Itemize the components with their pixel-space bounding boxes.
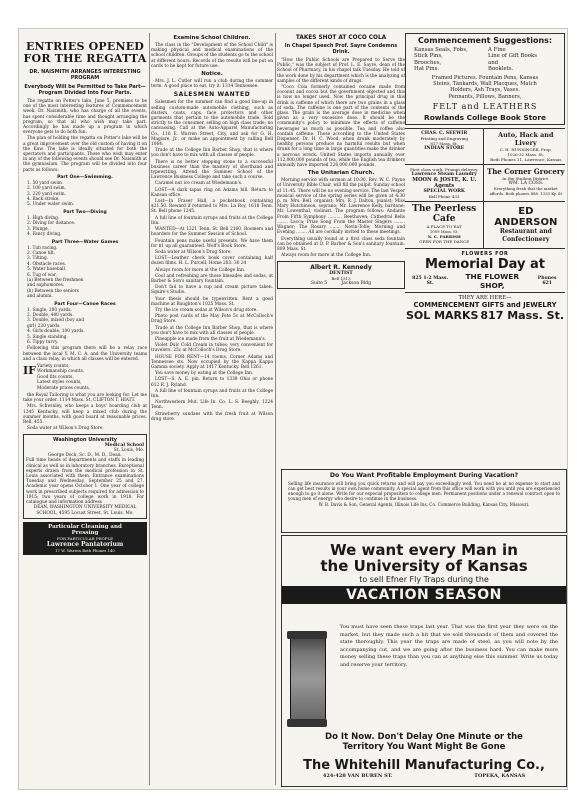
classified-item: Strawberry sundaes with the fresh fruit at Wilson drug store. bbox=[151, 411, 273, 422]
list-item: Variety counts, bbox=[37, 364, 70, 370]
coco-headline: TAKES SHOT AT COCO COLA bbox=[295, 35, 387, 41]
classified-item: A full line of fountain syrups and fruits at the College Inn. bbox=[151, 215, 273, 226]
list-item: and bbox=[488, 59, 499, 66]
list-item: Booklets. bbox=[488, 66, 514, 73]
laundry-ad bbox=[405, 165, 484, 201]
uni-line-1: We want every Man in bbox=[330, 541, 518, 559]
classified-item: Soda water at Wilson's Drug Store. bbox=[155, 249, 232, 255]
regatta-body-2: The plan of holding the regatta on Potter's lake will be a great improvement over the old custom of having it on the Kaw. The lake is ideally situated for both the spectators and participants. Those who wish may enter in any of the following events should see Dr. Naismith at the gymnasium. The program will be divided into four parts as follows: bbox=[23, 136, 147, 173]
kennedy-phone: Bell 1513 bbox=[331, 276, 351, 282]
kennedy-address: Suite 5 Jackson Bldg bbox=[310, 281, 372, 287]
laundry-special: SPECIAL WORK bbox=[423, 189, 465, 195]
do-it-now: Do It Now. Don't Delay One Minute or the bbox=[325, 732, 523, 742]
felt-leathers: FELT and LEATHERS bbox=[432, 102, 538, 112]
sol-marks-ad bbox=[405, 293, 565, 324]
list-item: girl) 220 yards. bbox=[27, 323, 61, 329]
part-three-list bbox=[27, 246, 147, 300]
pant-line: FOR PARTICULAR PEOPLE bbox=[56, 535, 114, 541]
laundry-agents: MOON & JOSTE, K. U. Agents bbox=[412, 177, 477, 190]
church-paragraph: Morning service with sermon at 10:30, Rev. W. C. Payne of University Bible Chair, will fill the pulpit. Sunday school at 11:45. There will be no evening service. The last Vesper musical service of the spring series will be given at 4:30 p. m. Mrs. Bell, organist; Mrs. R. J. Dalton, pianist; Miss Mary Hutchinson, soprano; Mr. Lawrence Kelly, baritone; Mr. Lowenthal, violinist. The program follows: Andante From Fifth Symphony .......... Beethoven; Cathedral Bells ........ Lacca; Prize Song From the Master Singers ........ Wagner; The Rosary ........ Nevin-Tolle; Morning and Evening ........ All are cordially invited to these meetings. bbox=[277, 178, 405, 236]
list-item: Kansas Seals, Fobs, bbox=[414, 47, 468, 53]
sol-marks-address: 817 Mass. St. bbox=[480, 309, 565, 323]
list-item: 5. Under water swim. bbox=[27, 202, 75, 208]
salesmen-body: Salesmen for the summer can find a good line-up in selling custom-made automobile clothing, such as dusters, coats, caps, face protectors and other garments that pertain to the automobile trade. Sold strictly to the consumer, selling on high class trade; no canvassing. Call at the Auto-Apparel Manufacturing Co., 116 E. Warren Street, City, and ask for G. H. Magiare, Jr., or make an appointment by calling Bell 1064. bbox=[151, 100, 273, 148]
classified-item: Your thesis should be typewritten. Rent a good machine at Baughton's 1025 Mass. St. bbox=[151, 296, 273, 307]
seewir-name: CHAS. C. SEEWIR bbox=[421, 131, 468, 137]
employment-ad bbox=[281, 469, 567, 533]
flower-phone: Phones 621 bbox=[537, 276, 557, 287]
commencement-gifts: COMMENCEMENT GIFTS and JEWELRY bbox=[413, 301, 557, 310]
fly-trap-ad bbox=[281, 535, 567, 787]
commencement-line: Holders, Ash Trays, Vases. bbox=[450, 87, 520, 94]
list-item: and sophomores. bbox=[27, 283, 65, 289]
pant-line: Lawrence Pantatorium bbox=[46, 540, 124, 548]
classified-item: Lost—In Fraser Hall, a pocketbook containing $21.50. Reward if returned to Mrs. La Roy, 1618 Tenn. St. Bell phone 1245. bbox=[151, 199, 273, 215]
list-item: and alumni. bbox=[27, 294, 53, 300]
flower-shop-ad bbox=[405, 249, 565, 293]
classified-item: LOST—Leather check book cover containing half dozen films. H. L. Purcell. Home 283. 30 24 bbox=[151, 256, 273, 267]
part-two-heading: Part Two—Diving bbox=[63, 209, 107, 215]
classified-item: LOST—A dark tapas ring on Adams hill. Return to Kansan office. bbox=[151, 187, 273, 198]
peerless-name: The Peerless Cafe bbox=[412, 204, 477, 225]
classified-item: Don't fail to have a cup and cream picture taken. Squire's Studio. bbox=[151, 285, 273, 296]
soda-fountain-paragraph: Everything usually found at a first class soda fountain can be obtained at O. P. Barber & Son's sanitary fountain. 809 Mass. St. bbox=[277, 236, 405, 252]
part-three-heading: Part Three—Water Games bbox=[51, 239, 119, 245]
commencement-line: Framed Pictures. Fountain Pens, Kansas bbox=[431, 74, 539, 81]
list-item: Workmanship counts, bbox=[37, 369, 85, 375]
coco-paragraph: "Coco Cola formerly contained cocaine made from coconut and cocoa but the government objected and this is now no longer used. Now the principal drug in this drink is caffeine of which there are two grains in a glass of soda. The caffeine is one part of the contents of the glass. The grain is the average dose in medicine when given as a very excessive dose. It should be the community's policy to minimize the effects of caffeine beverages as much as possible. Tea and coffee also contain caffeine. Those according to the United States Dispenser, Dr. H. C. Wood, when drunk moderately by healthy persons produce no harmful results but when drunk for a long time in large quantities make the drinker a nervous wreck. United States imports annually over 112,000,000 pounds of tea, while the English tea drinkers annually have imported 226,000,000 pounds. bbox=[277, 85, 405, 169]
notice-body: Mrs. J. L. Cutler will run a club during the summer term. A good place to eat, try it. 1314 Tennessee. bbox=[151, 79, 273, 90]
classified-item: Cool and refreshing are those limeades and sodas, at Barber & Son's sanitary fountain. bbox=[151, 273, 273, 284]
exam-body: The class in the "Development of the School Child" is making physical and medical examinations of the school children. Groups of the students go to the school at different hours. Records of the results will be put on cards to be kept for future use. bbox=[151, 43, 273, 69]
notice-heading: Notice. bbox=[201, 71, 223, 78]
rowlands-store: Rowlands College Book Store bbox=[424, 113, 546, 123]
if-heading: IF bbox=[23, 364, 36, 378]
list-item: 2. 100 yard swim. bbox=[27, 186, 66, 192]
territory-line: Territory You Want Might Be Gone bbox=[342, 742, 506, 752]
classified-item: There is no better stepping stone to a successful business career than the mastery of shorthand and typewriting. Attend the Summer School of the Lawrence Business College and take such a course. bbox=[151, 159, 273, 181]
laundry-name: Lawrence Steam Laundry bbox=[411, 172, 477, 178]
flowers-for: FLOWERS FOR bbox=[461, 251, 509, 258]
list-item: 2. Diving for distance. bbox=[27, 221, 76, 227]
column-rule bbox=[149, 33, 150, 785]
part-four-list bbox=[27, 308, 147, 346]
wash-sub: Medical School bbox=[104, 443, 144, 449]
column-rule bbox=[275, 33, 276, 785]
peerless-line: OPEN FOR THE DANCE bbox=[419, 239, 470, 245]
pant-line: Particular Cleaning and bbox=[48, 523, 122, 530]
whitehill-company: The Whitehill Manufacturing Co., bbox=[303, 758, 545, 773]
grocery-line: In the Student District. bbox=[502, 176, 550, 182]
livery-name: Auto, Hack and Livery bbox=[498, 131, 554, 148]
classified-item: You save money by eating at the College Inn. bbox=[155, 371, 254, 377]
kennedy-title: DENTIST bbox=[329, 271, 353, 277]
list-item: Stick Pins, bbox=[414, 53, 443, 60]
list-item: 4. Fancy diving. bbox=[27, 232, 62, 238]
regatta-lead: Everybody Will be Permitted to Take Part—Program Divided Into Four Parts. bbox=[24, 84, 146, 96]
list-item: 6. Tippy turvy. bbox=[27, 340, 59, 345]
part-four-heading: Part Four—Canoe Races bbox=[54, 301, 116, 307]
classified-item: Trade at the College Inn Barber Shop, that is where you don't have to mix with all classes of people. bbox=[151, 148, 273, 159]
newspaper-page bbox=[18, 28, 568, 790]
regatta-body-1: The regatta on Potter's lake, June 5, promises to be one of the most interesting features of Commencement week. Dr. Naismith, who has charge of all the events, has spent considerable time and thought arranging the program, so that all who wish may take part. Accordingly he has made up a program in which everyone gets to do both fun. bbox=[23, 99, 147, 136]
seewir-line: INDIAN STORE bbox=[424, 146, 465, 152]
memorial-day: Memorial Day at bbox=[424, 257, 545, 273]
coco-paragraph: "How the Public Schools are Prepared to Serve the Public," was the subject of Prof. L. E. Sayre, dean of the School of Pharmacy, in his chapel talk Tuesday. He told of the work done by his department which is the analyzing of samples of the different kinds of drugs. bbox=[277, 58, 405, 84]
list-item: Line of Gift Books bbox=[488, 53, 538, 60]
fly-trap-image bbox=[290, 636, 326, 722]
vacation-season: VACATION SEASON bbox=[282, 586, 566, 604]
church-heading: The Unitarian Church. bbox=[307, 170, 375, 177]
list-item: 5. Single standing. bbox=[27, 334, 68, 340]
commencement-line: Steins, Tankards, Wall Placques, Match bbox=[433, 81, 537, 88]
classified-item: HOUSE FOR RENT—14 rooms, Corner Adams and Tennessee sts. Now occupied by the Kappa Kappa Gamma society. Apply at 1417 Kentucky. Bell 1261. bbox=[151, 354, 273, 370]
livery-line: C. H. HUNSINGER, Prop. bbox=[499, 147, 552, 153]
grocery-line: Everything fresh that the market affords. Both phones 888. 1333 Ky. St bbox=[489, 186, 563, 197]
regatta-headline: ENTRIES OPENED FOR THE REGATTA bbox=[23, 40, 147, 65]
wash-title: Washington University bbox=[52, 437, 117, 444]
kennedy-ad bbox=[277, 261, 405, 289]
boarding-club-paragraph: Mrs. Schwinley, who keeps a boys' boarding club at 1245 Kentucky, will keep a mixed club during the summer months, with good board at reasonable prices. Bell, 455. bbox=[23, 404, 147, 426]
seewir-ad bbox=[405, 129, 484, 164]
classified-item: Try the ice cream sodas at Wilson's drug store. bbox=[155, 307, 258, 313]
list-item: Latest styles counts, bbox=[37, 380, 82, 386]
column-regatta bbox=[23, 33, 147, 555]
classified-item: A full line of fountain syrups and fruits at the College Inn. bbox=[151, 388, 273, 399]
whitehill-city: TOPEKA, KANSAS bbox=[474, 773, 526, 779]
flower-shop-name: THE FLOWER SHOP, bbox=[465, 272, 520, 291]
classified-item: Caramel nut ice cream at Wiedemann's. bbox=[155, 181, 243, 187]
list-item: 3. Plunge. bbox=[27, 226, 49, 232]
pantatorium-ad bbox=[23, 522, 147, 555]
anderson-name: ED ANDERSON bbox=[494, 206, 558, 229]
livery-ad bbox=[487, 129, 565, 164]
exam-heading: Examine School Children. bbox=[173, 35, 251, 41]
list-item: Good fits counts, bbox=[37, 374, 74, 380]
list-item: 1. Tub racing. bbox=[27, 245, 58, 251]
pant-line: 17 W. Warren Both Phones 140 bbox=[55, 547, 115, 553]
classified-item: Trade at the College Inn Barber Shop, that is where you don't have to mix with all classes of people. bbox=[151, 325, 273, 336]
kennedy-name: Albert R. Kennedy bbox=[310, 264, 372, 272]
washington-university-ad bbox=[23, 434, 147, 518]
list-item: A Fine bbox=[488, 47, 506, 53]
column-coco-cola bbox=[277, 33, 405, 465]
uni-line-3: to sell Efner Fly Traps during the bbox=[359, 575, 489, 584]
part-one-list bbox=[27, 181, 147, 208]
salesmen-heading: SALESMEN WANTED bbox=[173, 91, 251, 99]
employment-body: Selling life insurance will bring you quick returns and will pay you exceedingly well. You need be at no expense to start and can get best results in your own home community. A special agent from this office will work with you until you are experienced enough to go it alone. Write for our especial proposition to college men. Permanent positions under a renewal contract open to young men of energy who desire to continue in the business. bbox=[288, 481, 560, 501]
pant-line: Pressing bbox=[71, 529, 99, 536]
list-item: 3. 220 yard swim. bbox=[27, 191, 66, 197]
part-two-list bbox=[27, 216, 147, 238]
they-are-here: THEY ARE HERE— bbox=[458, 295, 512, 302]
anderson-sub: Restaurant and Confectionery bbox=[499, 228, 552, 244]
list-item: Brooches, bbox=[414, 59, 442, 66]
college-inn-paragraph: Always room for more at the College Inn. bbox=[281, 253, 372, 259]
peerless-ad bbox=[405, 202, 484, 248]
wash-dean: George Dock, Sc. D., M. D., Dean. bbox=[48, 453, 122, 459]
wash-city: St. Louis, Mo. bbox=[113, 448, 144, 454]
list-item: 1. High diving. bbox=[27, 215, 60, 221]
classified-item: Fountain pens make useful presents. We have them for $1 up all guaranteed. Wolf's Book Store. bbox=[151, 238, 273, 249]
list-item: Moderate prices counts, bbox=[37, 385, 91, 391]
grocery-name: The Corner Grocery bbox=[487, 167, 565, 177]
commencement-ad bbox=[405, 33, 565, 125]
classified-item: LOST—S. A. E. pin. Return to 1339 Ohio or phone 612 R. J. Ryland. bbox=[151, 377, 273, 388]
flower-address: 825 1-2 Mass. St. bbox=[412, 276, 449, 287]
commencement-title: Commencement Suggestions: bbox=[417, 36, 553, 45]
relay-paragraph: Following this program there will be a relay race between the local Y. M. C. A. and the University teams and a class relay, in which all classes will be entered. bbox=[23, 346, 147, 362]
column-ads bbox=[405, 33, 565, 465]
livery-line: Both Phones 11. Lawrence, Kansas bbox=[490, 157, 562, 163]
peerless-line: N. C. PARRISH bbox=[427, 234, 461, 240]
list-item: 5. Water baseball. bbox=[27, 267, 67, 273]
wash-address: DEAN, WASHINGTON UNIVERSITY MEDICAL SCHOOL, 4595 Locust Street, St. Louis, Mo. bbox=[33, 505, 137, 516]
list-item: 3. Tilting. bbox=[27, 256, 49, 262]
classified-item: Northwestern Mut. Life In. Co. L. S. Beeghly. 1224 Tenn. bbox=[151, 400, 273, 411]
employment-title: Do You Want Profitable Employment During Vacation? bbox=[329, 472, 519, 479]
tailoring-body: the Royal Tailoring is what you are looking for. Let me take your order. 1114 Mass. St. CLIFTON T. HIATT. bbox=[23, 393, 147, 404]
tailoring-ad bbox=[23, 364, 147, 391]
fly-trap-pitch: You must have seen these traps last year. That was the first year they were on the market, but they made such a hit that we sold thousands of them and covered the state thoroughly. This year the traps are made of steel, as you will note by the accompanying cut, and we are going after the business hard. You can make more money selling these traps than you can at anything else this summer. Write us today and reserve your territory. bbox=[340, 624, 558, 668]
laundry-line: First class work. Prompt delivery. bbox=[410, 167, 479, 173]
livery-line: 1026-32 Mass. St. bbox=[507, 152, 545, 158]
list-item: 2. Double, 440 yards. bbox=[27, 312, 74, 318]
classified-item: Photo post cards of the May Fete 5c at McColloch's Drug Store. bbox=[151, 314, 273, 325]
uni-line-2: the University of Kansas bbox=[320, 557, 528, 575]
peerless-line: 1009 Mass. St. bbox=[429, 229, 459, 235]
anderson-ad bbox=[487, 202, 565, 248]
part-one-heading: Part One—Swimming. bbox=[57, 174, 113, 180]
column-notices bbox=[151, 33, 273, 423]
list-item: (a) Between the freshmen bbox=[27, 277, 84, 283]
wash-body: Full time heads of departments and staffs in leading clinical as well as in laboratory branches. Exceptional experts drawn from the medical profession in St. Louis associated with them. Entrance examinations Tuesday and Wednesday, September 25 and 27. Academic year opens October 1. One year of college work in prescribed subjects required for admission to 1915; two years of college work in 1918. For catalogue and information address bbox=[26, 458, 144, 506]
list-item: 4. Girls double, 100 yards. bbox=[27, 329, 85, 335]
grocery-line: WM. LA COSS. bbox=[508, 181, 544, 187]
list-item: (b) Between the seniors bbox=[27, 288, 79, 294]
laundry-phone: Bell Phone 433 bbox=[428, 194, 460, 200]
sol-marks-name: SOL MARKS bbox=[405, 309, 479, 323]
list-item: 2. Canoe tilt. bbox=[27, 250, 56, 256]
peerless-line: A PLACE TO EAT bbox=[426, 224, 462, 230]
whitehill-address: 424-428 VAN BUREN ST. bbox=[322, 773, 393, 779]
list-item: 1. 50 yard swim. bbox=[27, 180, 64, 186]
list-item: 6. Tug of war. bbox=[27, 272, 57, 278]
list-item: Hat Pins. bbox=[414, 66, 440, 73]
seewir-line: Printing and Engraving bbox=[420, 136, 468, 142]
list-item: 4. Obstacle races. bbox=[27, 261, 67, 267]
employment-sign: W. B. Davis & Son, General Agents, Illinois Life Ins. Co. Commerce Building, Kansas City, Missouri. bbox=[318, 502, 530, 507]
commencement-line: Pennants, Pillows, Banners, bbox=[448, 93, 522, 100]
classified-item: Pineapple ice made from the fruit at Wiedemann's. bbox=[155, 336, 266, 342]
coco-subhead: In Chapel Speech Prof. Sayre Condemns Drink. bbox=[284, 43, 398, 55]
list-item: 3. Double, mixed (boy and bbox=[27, 318, 85, 324]
classified-item: Violet Dulc Cold Cream in tubes; very convenient for travelers. 25c at McColloch's Drug Store. bbox=[151, 343, 273, 354]
classified-item: Always room for more at the College Inn. bbox=[155, 267, 246, 273]
list-item: 1. Single, 200 yards. bbox=[27, 307, 72, 313]
corner-grocery-ad bbox=[487, 165, 565, 201]
regatta-subhead: DR. NAISMITH ARRANGES INTERESTING PROGRAM bbox=[29, 69, 141, 81]
soda-paragraph: Soda water at Wilson's Drug Store. bbox=[27, 426, 104, 432]
list-item: 4. Back stroke. bbox=[27, 197, 60, 203]
classified-item: WANTED—At 1221 Tenn. St. Bell 2160. Roomers and boarders for the Summer Session of School. bbox=[151, 227, 273, 238]
seewir-line: 817 Mass. St. bbox=[430, 141, 459, 147]
